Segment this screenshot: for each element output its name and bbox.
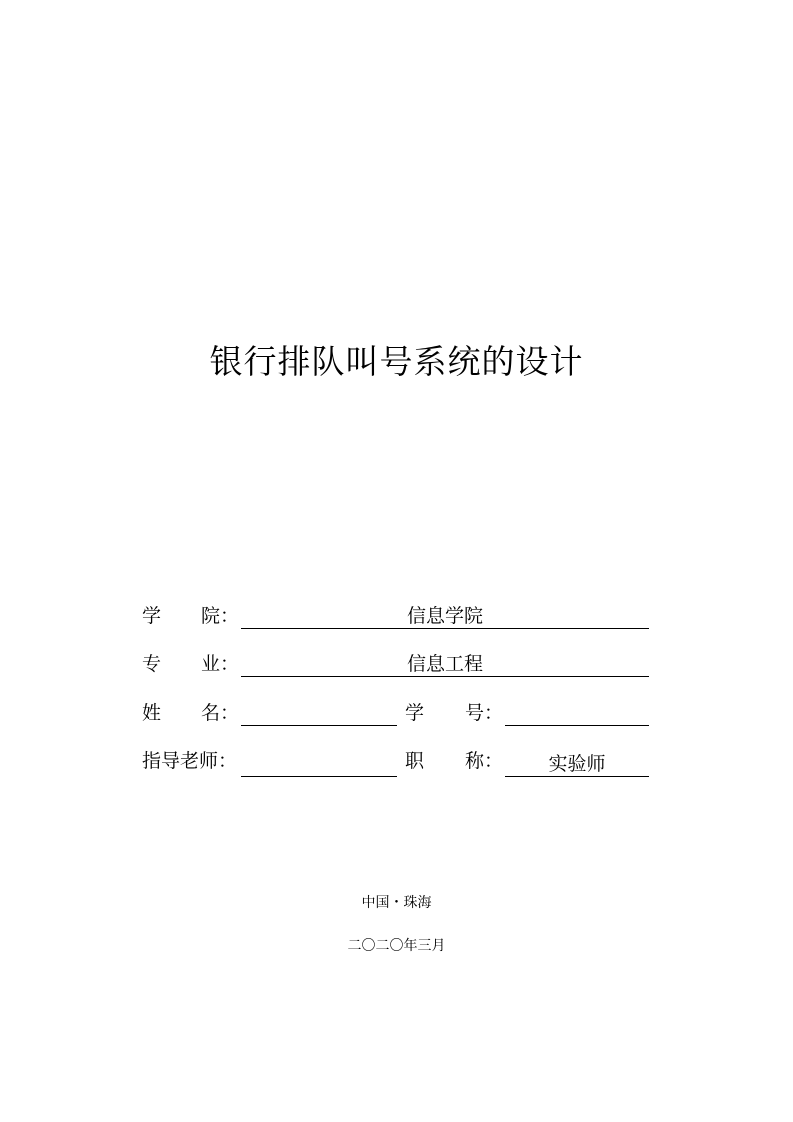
major-field: 信息工程 [241, 652, 649, 677]
date-text: 二〇二〇年三月 [347, 938, 446, 954]
student-id-label-first: 学 [405, 702, 425, 724]
college-label-first: 学 [142, 605, 162, 627]
name-field [241, 701, 397, 726]
rank-label-first: 职 [405, 750, 425, 772]
name-label-second: 名： [201, 702, 240, 724]
document-title: 银行排队叫号系统的设计 [209, 342, 584, 381]
student-id-field [505, 701, 649, 726]
college-label-second: 院： [201, 605, 240, 627]
advisor-field [241, 752, 397, 777]
college-field: 信息学院 [241, 604, 649, 629]
major-label-second: 业： [201, 653, 240, 675]
location-text: 中国・珠海 [361, 895, 432, 911]
student-id-label-second: 号： [465, 702, 504, 724]
advisor-label: 指导老师： [142, 750, 238, 772]
name-label-first: 姓 [142, 702, 162, 724]
rank-field: 实验师 [505, 752, 649, 777]
rank-label-second: 称： [465, 750, 504, 772]
major-label-first: 专 [142, 653, 162, 675]
